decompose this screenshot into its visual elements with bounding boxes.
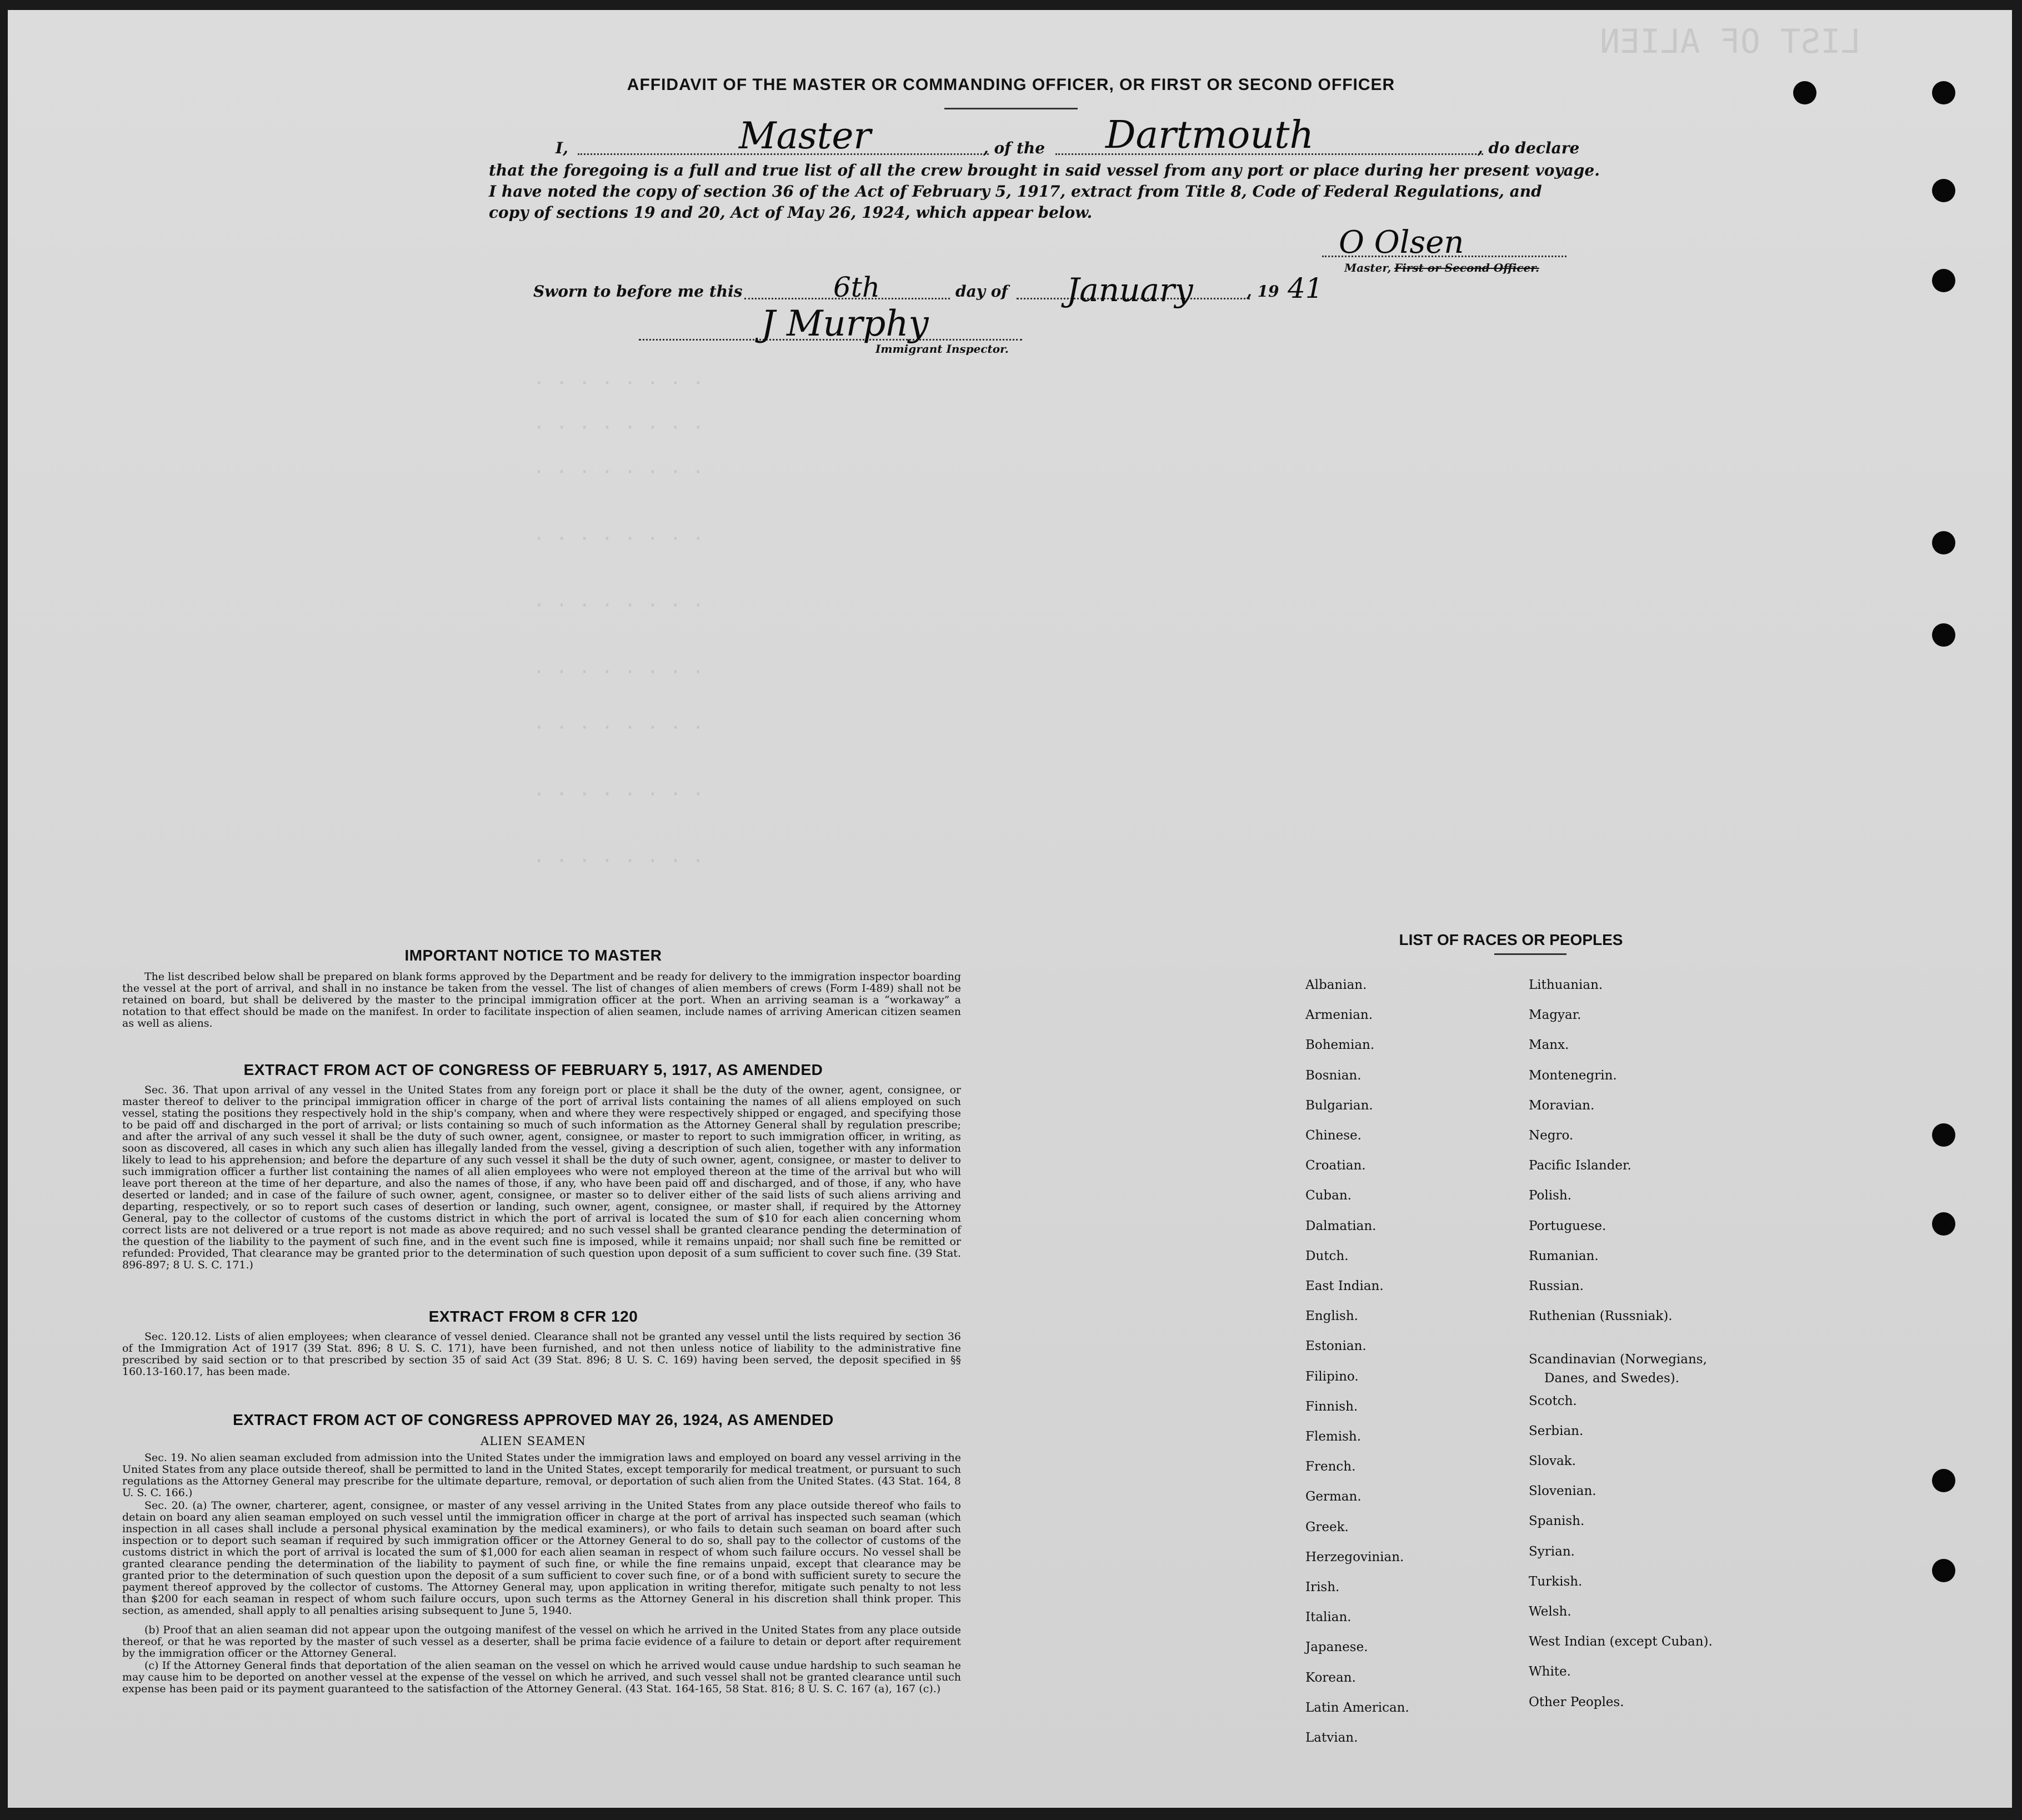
affidavit-line-4: copy of sections 19 and 20, Act of May 26, 1924, which appear below. bbox=[489, 203, 1093, 222]
race-item-left: English. bbox=[1305, 1309, 1358, 1324]
race-item-right: Ruthenian (Russniak). bbox=[1529, 1309, 1673, 1324]
of-the-text: , of the bbox=[983, 139, 1045, 157]
master-handwritten: Master bbox=[739, 114, 871, 157]
day-handwritten: 6th bbox=[833, 271, 880, 303]
race-item-left: Japanese. bbox=[1305, 1640, 1368, 1655]
race-item-right: Turkish. bbox=[1529, 1574, 1583, 1589]
day-of-text: day of bbox=[955, 282, 1008, 301]
race-item-left: Croatian. bbox=[1305, 1158, 1366, 1173]
affidavit-line-2: that the foregoing is a full and true list of all the crew brought in said vessel from any port or place during her present voyage. bbox=[489, 161, 1600, 179]
year-handwritten: 41 bbox=[1288, 272, 1323, 304]
punch-hole bbox=[1932, 1123, 1955, 1147]
do-declare-text: , do declare bbox=[1478, 139, 1580, 157]
punch-hole bbox=[1932, 269, 1955, 292]
race-item-right: Manx. bbox=[1529, 1038, 1569, 1053]
extract-1924-sec19: Sec. 19. No alien seaman excluded from admission into the United States under the immigration laws and employed on board any vessel arriving in the United States from any place outside thereof, shall be permitted to land in the United States, except temporarily for medical treatment, or pursuant to such regulations as the Attorney General may prescribe for the ultimate departure, removal, or deportation of such alien from the United States. (43 Stat. 164, 8 U. S. C. 166.) bbox=[122, 1452, 961, 1499]
race-item-right: West Indian (except Cuban). bbox=[1529, 1634, 1713, 1649]
race-item-left: French. bbox=[1305, 1459, 1356, 1474]
race-item-left: Irish. bbox=[1305, 1580, 1340, 1594]
punch-hole bbox=[1932, 1212, 1955, 1236]
races-title-rule bbox=[1494, 953, 1566, 955]
race-item-right: Welsh. bbox=[1529, 1604, 1571, 1619]
race-item-left: Dalmatian. bbox=[1305, 1218, 1377, 1233]
punch-hole bbox=[1932, 531, 1955, 554]
race-item-right: Pacific Islander. bbox=[1529, 1158, 1631, 1173]
affidavit-title: AFFIDAVIT OF THE MASTER OR COMMANDING OFFICER, OR FIRST OR SECOND OFFICER bbox=[627, 76, 1395, 94]
race-item-left: Latvian. bbox=[1305, 1731, 1358, 1745]
punch-hole bbox=[1932, 179, 1955, 202]
race-item-left: Estonian. bbox=[1305, 1339, 1367, 1354]
affidavit-line-3: I have noted the copy of section 36 of the Act of February 5, 1917, extract from Title 8, Code of Federal Regulations, and bbox=[489, 182, 1542, 201]
punch-hole bbox=[1932, 623, 1955, 647]
title-rule bbox=[944, 108, 1078, 109]
race-item-left: Bulgarian. bbox=[1305, 1098, 1373, 1113]
race-item-left: Korean. bbox=[1305, 1670, 1356, 1685]
alien-seamen-subtitle: ALIEN SEAMEN bbox=[481, 1434, 586, 1448]
race-item-right: White. bbox=[1529, 1664, 1571, 1679]
master-signature: O Olsen bbox=[1339, 224, 1464, 261]
race-item-right: Slovenian. bbox=[1529, 1484, 1596, 1499]
extract-1917-text: Sec. 36. That upon arrival of any vessel in the United States from any foreign port or place it shall be the duty of the owner, agent, consignee, or master thereof to deliver to the principal immigration officer in charge of the port of arrival lists containing the names of all aliens employed on such vessel, stating the positions they respectively hold in the ship's company, when and where they were respectively shipped or engaged, and specifying those to be paid off and discharged in the port of arrival; or lists containing so much of such information as the Attorney General shall by regulation prescribe; and after the arrival of any such vessel it shall be the duty of such owner, agent, consignee, or master to report to such immigration officer, in writing, as soon as discovered, all cases in which any such alien has illegally landed from the vessel, giving a description of such alien, together with any information likely to lead to his apprehension; and before the departure of any such vessel it shall be the duty of such owner, agent, consignee, or master to deliver to such immigration officer a further list containing the names of all alien employees who were not employed thereon at the time of the arrival but who will leave port thereon at the time of her departure, and also the names of those, if any, who have been paid off and discharged, and of those, if any, who have deserted or landed; and in case of the failure of such owner, agent, consignee, or master so to deliver either of the said lists of such aliens arriving and departing, respectively, or so to report such cases of desertion or landing, such owner, agent, consignee, or master shall, if required by the Attorney General, pay to the collector of customs of the customs district in which the port of arrival is located the sum of $10 for each alien concerning whom correct lists are not delivered or a true report is not made as above required; and no such vessel shall be granted clearance pending the determination of the question of the liability to the payment of such fine, and in the event such fine is imposed, while it remains unpaid; nor shall such fine be remitted or refunded: Provided, That clearance may be granted prior to the determination of such question upon deposit of a sum sufficient to cover such fine. (39 Stat. 896-897; 8 U. S. C. 171.) bbox=[122, 1084, 961, 1271]
scan-border-left bbox=[0, 0, 8, 1820]
race-item-left: Latin American. bbox=[1305, 1700, 1409, 1715]
scan-border-top bbox=[0, 0, 2022, 10]
race-item-left: Albanian. bbox=[1305, 978, 1367, 992]
race-item-left: Finnish. bbox=[1305, 1399, 1358, 1414]
race-item-right: Slovak. bbox=[1529, 1454, 1576, 1468]
race-item-left: Chinese. bbox=[1305, 1128, 1362, 1143]
race-item-right: Magyar. bbox=[1529, 1008, 1581, 1023]
vessel-name-handwritten: Dartmouth bbox=[1105, 113, 1314, 157]
race-item-right: Syrian. bbox=[1529, 1544, 1575, 1559]
important-notice-text: The list described below shall be prepared on blank forms approved by the Department and be ready for delivery to the immigration inspector boarding the vessel at the port of arrival, and shall in no instance be taken from the vessel. The list of changes of alien members of crews (Form I-489) shall not be retained on board, but shall be delivered by the master to the principal immigration officer at the port. When an arriving seaman is a “workaway” a notation to that effect should be made on the manifest. In order to facilitate inspection of alien seamen, include names of arriving American citizen seamen as well as aliens. bbox=[122, 971, 961, 1029]
extract-1924-sec20a: Sec. 20. (a) The owner, charterer, agent, consignee, or master of any vessel arriving in the United States from any place outside thereof who fails to detain on board any alien seaman employed on such vessel until the immigration officer in charge at the port of arrival has inspected such seaman (which inspection in all cases shall include a personal physical examination by the medical examiners), or who fails to detain such seaman on board after such inspection or to deport such seaman if required by such immigration officer or the Attorney General to do so, shall pay to the collector of customs of the customs district in which the port of arrival is located the sum of $1,000 for each alien seaman in respect of whom such failure occurs. No vessel shall be granted clearance pending the determination of the liability to payment of such fine, or while the fine remains unpaid, except that clearance may be granted prior to the determination of such question upon the deposit of a sum sufficient to cover such fine, or of a bond with sufficient surety to secure the payment thereof approved by the collector of customs. The Attorney General may, upon application in writing therefor, mitigate such penalty to not less than $200 for each seaman in respect of whom such failure occurs, upon such terms as the Attorney General in his discretion shall think proper. This section, as amended, shall apply to all penalties arising subsequent to June 5, 1940. bbox=[122, 1499, 961, 1617]
master-caption: Master, bbox=[1344, 261, 1392, 274]
race-item-left: Italian. bbox=[1305, 1610, 1352, 1625]
month-handwritten: January bbox=[1067, 271, 1193, 309]
race-item-right: Lithuanian. bbox=[1529, 978, 1603, 992]
race-item-right: Negro. bbox=[1529, 1128, 1574, 1143]
race-item-right: Serbian. bbox=[1529, 1423, 1584, 1438]
race-item-left: East Indian. bbox=[1305, 1279, 1384, 1293]
extract-1924-sec20b: (b) Proof that an alien seaman did not appear upon the outgoing manifest of the vessel on which he arrived in the United States from any place outside thereof, or that he was reported by the master of such vessel as a deserter, shall be prima facie evidence of a failure to detain or deport after requirement by the immigration officer or the Attorney General. bbox=[122, 1624, 961, 1659]
race-item-right: Scandinavian (Norwegians, bbox=[1529, 1352, 1707, 1367]
extract-1917-title: EXTRACT FROM ACT OF CONGRESS OF FEBRUARY 5, 1917, AS AMENDED bbox=[243, 1061, 823, 1078]
race-item-left: Flemish. bbox=[1305, 1429, 1362, 1444]
race-item-left: Dutch. bbox=[1305, 1248, 1349, 1263]
inspector-caption: Immigrant Inspector. bbox=[875, 342, 1009, 356]
extract-1924-sec20c: (c) If the Attorney General finds that deportation of the alien seaman on the vessel on which he arrived would cause undue hardship to such seaman he may cause him to be deported on another vessel at the expense of the vessel on which he arrived, and such vessel shall not be granted clearance until such expense has been paid or its payment guaranteed to the satisfaction of the Attorney General. (43 Stat. 164-165, 58 Stat. 816; 8 U. S. C. 167 (a), 167 (c).) bbox=[122, 1659, 961, 1695]
race-item-left: Bohemian. bbox=[1305, 1038, 1375, 1053]
race-item-right: Danes, and Swedes). bbox=[1544, 1371, 1680, 1386]
race-item-right: Rumanian. bbox=[1529, 1248, 1599, 1263]
race-item-right: Montenegrin. bbox=[1529, 1068, 1617, 1083]
races-title: LIST OF RACES OR PEOPLES bbox=[1399, 931, 1623, 948]
scan-border-bottom bbox=[0, 1808, 2022, 1820]
race-item-left: German. bbox=[1305, 1489, 1362, 1504]
punch-hole bbox=[1932, 1469, 1955, 1492]
race-item-left: Cuban. bbox=[1305, 1188, 1352, 1203]
race-item-right: Other Peoples. bbox=[1529, 1694, 1624, 1709]
race-item-left: Filipino. bbox=[1305, 1369, 1359, 1384]
race-item-left: Greek. bbox=[1305, 1519, 1349, 1534]
affidavit-prefix: I, bbox=[555, 139, 568, 157]
extract-cfr-title: EXTRACT FROM 8 CFR 120 bbox=[428, 1308, 638, 1325]
extract-cfr-text: Sec. 120.12. Lists of alien employees; when clearance of vessel denied. Clearance shall not be granted any vessel until the lists required by section 36 of the Immigration Act of 1917 (39 Stat. 896; 8 U. S. C. 171), have been furnished, and not then unless notice of liability to the administrative fine prescribed by said section or to that prescribed by section 35 of said Act (39 Stat. 896; 8 U. S. C. 169) having been served, the deposit specified in §§ 160.13-160.17, has been made. bbox=[122, 1331, 961, 1378]
race-item-right: Moravian. bbox=[1529, 1098, 1595, 1113]
important-notice-title: IMPORTANT NOTICE TO MASTER bbox=[404, 947, 662, 964]
scan-border-right bbox=[2012, 0, 2022, 1820]
extract-1924-title: EXTRACT FROM ACT OF CONGRESS APPROVED MAY 26, 1924, AS AMENDED bbox=[233, 1411, 834, 1428]
race-item-right: Spanish. bbox=[1529, 1514, 1585, 1529]
year-prefix: , 19 bbox=[1247, 282, 1279, 301]
punch-hole bbox=[1932, 1559, 1955, 1582]
race-item-left: Bosnian. bbox=[1305, 1068, 1362, 1083]
inspector-signature: J Murphy bbox=[761, 303, 929, 344]
sworn-text: Sworn to before me this bbox=[533, 282, 743, 301]
bleed-through-texture: LIST OF ALIEN · · · · · · · · · · · · · · · · · · · · · · · · · · · · · · · · · · · · · · · · · · · · · · · · · · · · · · · · · · · · · · · · · · · · · · · · bbox=[533, 22, 1861, 872]
race-item-right: Portuguese. bbox=[1529, 1218, 1606, 1233]
race-item-right: Scotch. bbox=[1529, 1393, 1577, 1408]
race-item-left: Herzegovinian. bbox=[1305, 1549, 1404, 1564]
race-item-left: Armenian. bbox=[1305, 1008, 1373, 1023]
race-item-right: Russian. bbox=[1529, 1279, 1584, 1293]
officer-caption-struck: First or Second Officer. bbox=[1394, 261, 1539, 274]
race-item-right: Polish. bbox=[1529, 1188, 1572, 1203]
